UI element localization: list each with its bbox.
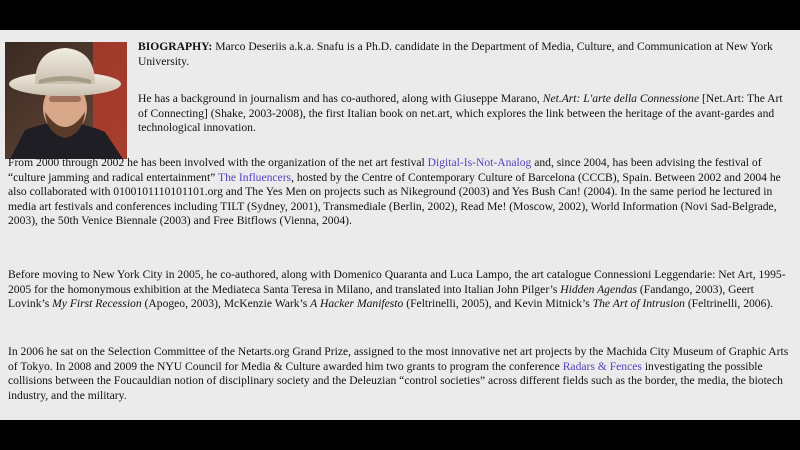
bio-paragraph-committee: In 2006 he sat on the Selection Committee of the Netarts.org Grand Prize, assigned to the most innovative net art projects by the Machida City Museum of Graphic Arts of Tokyo. In 2008 and 2009 the NYU Council for Media & Culture awarded him two grants to program the conference Radars & Fences investigating the possible collisions between the Foucauldian notion of disciplinary society and the Deleuzian “control societies” across different fields such as the border, the media, the biotech industry, and the military.	[8, 345, 789, 402]
digital-is-not-analog-link[interactable]: Digital-Is-Not-Analog	[427, 156, 532, 169]
bio-paragraph-translations: Before moving to New York City in 2005, he co-authored, along with Domenico Quaranta and Luca Lampo, the art catalogue Connessioni Leggendarie: Net Art, 1995-2005 for the homonymous exhibition at the Mediateca Santa Teresa in Milano, and translated into Italian John Pilger’s Hidden Agendas (Fandango, 2003), Geert Lovink’s My First Recession (Apogeo, 2003), McKenzie Wark’s A Hacker Manifesto (Feltrinelli, 2005), and Kevin Mitnick’s The Art of Intrusion (Feltrinelli, 2006).	[8, 268, 786, 311]
book-title: Hidden Agendas	[560, 282, 637, 296]
the-influencers-link[interactable]: The Influencers	[218, 170, 292, 184]
book-title: Net.Art: L'arte della Connessione	[542, 92, 700, 105]
bio-intro-text: Marco Deseriis a.k.a. Snafu is a Ph.D. candidate in the Department of Media, Culture, and Communication at New York University.	[138, 40, 773, 68]
bio-paragraph-journalism: He has a background in journalism and has co-authored, along with Giuseppe Marano, Net.Art: L'arte della Connessione [Net.Art: The Art of Connecting] (Shake, 2003-2008), the first Italian book on net.art, which explores the link between the heritage of the avant-gardes and technological innovation.	[138, 92, 783, 135]
biography-panel	[0, 30, 800, 420]
bio-paragraph-festivals: From 2000 through 2002 he has been involved with the organization of the net art festival Digital-Is-Not-Analog and, since 2004, has been advising the festival of “culture jamming and radical entertainment” The Influencers, hosted by the Centre of Contemporary Culture of Barcelona (CCCB), Spain. Between 2002 and 2004 he also collaborated with 0100101110101101.org and The Yes Men on projects such as Nikeground (2003) and Yes Bush Can! (2004). In the same period he lectured in media art festivals and conferences including TILT (Sydney, 2001), Transmediale (Berlin, 2002), Read Me! (Moscow, 2002), World Information (Novi Sad-Belgrade, 2003), the 50th Venice Biennale (2003) and Free Bitflows (Vienna, 2004).	[8, 156, 781, 228]
biography-label: BIOGRAPHY:	[138, 40, 213, 53]
book-title: The Art of Intrusion	[592, 297, 685, 311]
bio-intro	[138, 40, 793, 69]
book-title: A Hacker Manifesto	[310, 297, 404, 311]
book-title: My First Recession	[52, 297, 142, 311]
portrait-photo	[5, 42, 127, 159]
radars-and-fences-link[interactable]: Radars & Fences	[562, 359, 642, 373]
